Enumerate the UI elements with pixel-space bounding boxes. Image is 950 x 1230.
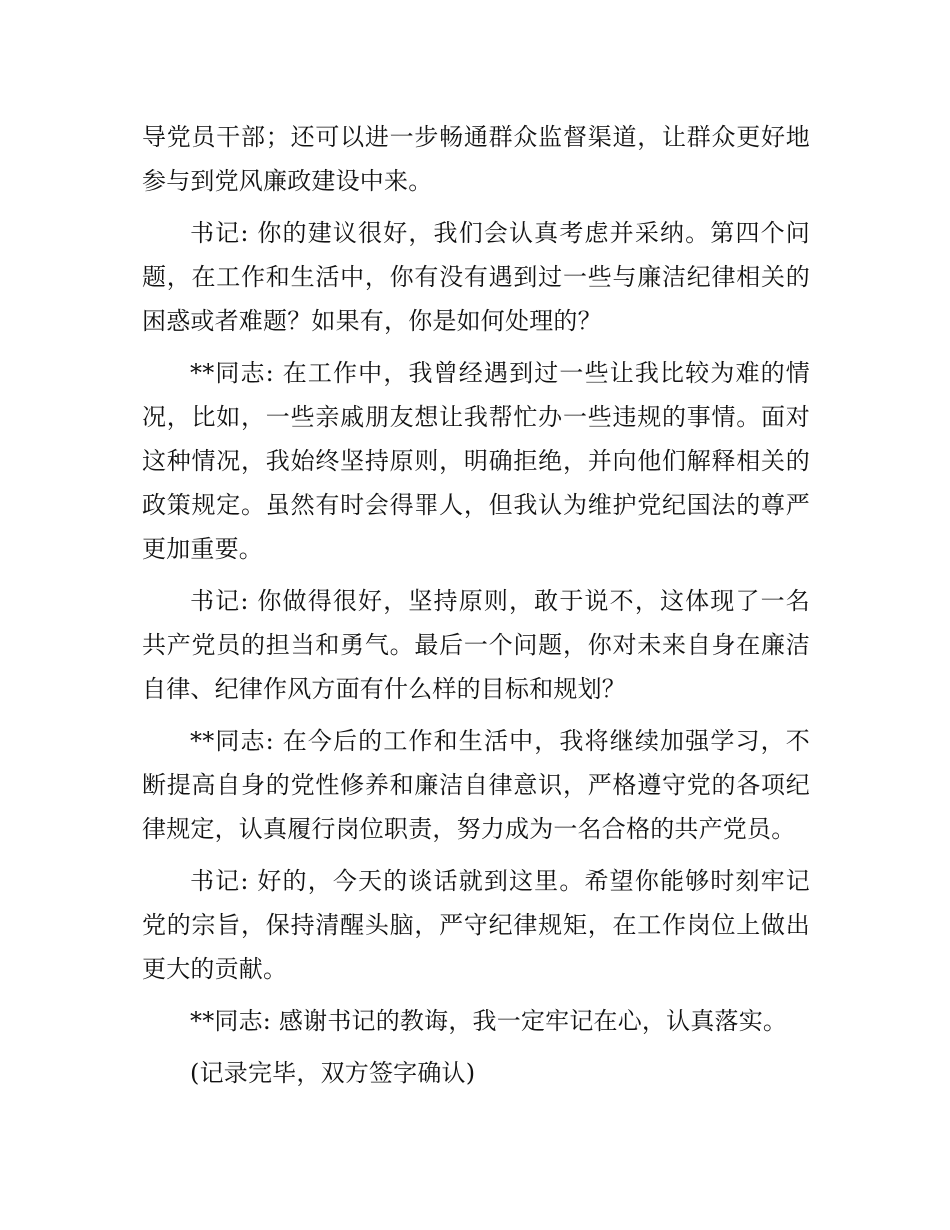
- paragraph-secretary-question-5: 书记: 你做得很好，坚持原则，敢于说不，这体现了一名共产党员的担当和勇气。最后一个问题，你对未来自身在廉洁自律、纪律作风方面有什么样的目标和规划？: [142, 587, 810, 703]
- paragraph-record-note: (记录完毕，双方签字确认): [190, 1059, 476, 1087]
- document-body: [142, 115, 810, 1103]
- paragraph-secretary-question-4: 书记: 你的建议很好，我们会认真考虑并采纳。第四个问题，在工作和生活中，你有没有遇到过一些与廉洁纪律相关的困惑或者难题？如果有，你是如何处理的？: [142, 219, 810, 335]
- paragraph-comrade-answer-4: **同志: 在工作中，我曾经遇到过一些让我比较为难的情况，比如，一些亲戚朋友想让我帮忙办一些违规的事情。面对这种情况，我始终坚持原则，明确拒绝，并向他们解释相关的政策规定。虽然有时会得罪人，但我认为维护党纪国法的尊严更加重要。: [142, 359, 810, 563]
- paragraph-comrade-thanks: **同志: 感谢书记的教诲，我一定牢记在心，认真落实。: [190, 1007, 788, 1035]
- paragraph-comrade-answer-5: **同志: 在今后的工作和生活中，我将继续加强学习，不断提高自身的党性修养和廉洁自律意识，严格遵守党的各项纪律规定，认真履行岗位职责，努力成为一名合格的共产党员。: [142, 727, 810, 843]
- paragraph-secretary-closing: 书记: 好的，今天的谈话就到这里。希望你能够时刻牢记党的宗旨，保持清醒头脑，严守纪律规矩，在工作岗位上做出更大的贡献。: [142, 867, 810, 983]
- paragraph-continuation: 导党员干部；还可以进一步畅通群众监督渠道，让群众更好地参与到党风廉政建设中来。: [142, 123, 810, 195]
